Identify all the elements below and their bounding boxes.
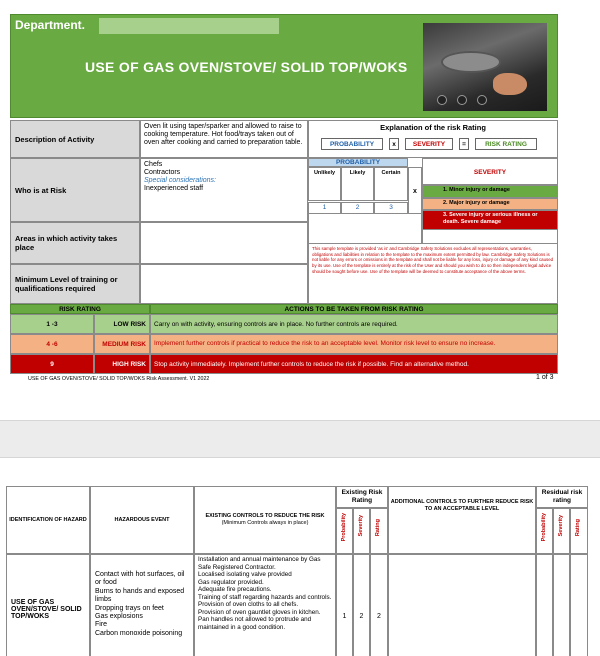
control-item: Provision of oven cloths to all chefs. — [198, 601, 299, 609]
knob-shape — [457, 95, 467, 105]
severity-num: 1. — [443, 187, 448, 193]
formula-severity: SEVERITY — [405, 138, 453, 150]
severity-row-1 — [422, 185, 558, 198]
severity-num: 3. — [443, 212, 448, 218]
description-label: Description of Activity — [10, 120, 140, 158]
training-value[interactable] — [140, 264, 308, 304]
prob-num: 2 — [341, 202, 374, 214]
knob-shape — [437, 95, 447, 105]
col-event-header: HAZARDOUS EVENT — [90, 486, 194, 554]
residual-severity-header — [553, 508, 570, 554]
prob-times: x — [408, 167, 422, 214]
kitchen-photo — [423, 23, 547, 111]
existing-severity-header — [353, 508, 370, 554]
training-label: Minimum Level of training or qualifications required — [10, 264, 140, 304]
severity-row-3 — [422, 210, 558, 230]
severity-num: 2. — [443, 200, 448, 206]
risk-level-medium: MEDIUM RISK — [94, 334, 150, 354]
explanation-title: Explanation of the risk Rating — [308, 120, 558, 134]
risk-action-high: Stop activity immediately. Implement further controls to reduce the risk if possible. Find an alternative method. — [150, 354, 558, 374]
existing-rating-header — [370, 508, 388, 554]
col-existing-header: Existing Risk Rating — [336, 486, 388, 508]
event-item: Dropping trays on feet — [95, 604, 164, 612]
vert-label: Severity — [358, 515, 364, 537]
footer-document-name: USE OF GAS OVEN/STOVE/ SOLID TOP/WOKS Risk Assessment. V1 2022 — [28, 376, 210, 382]
header-banner — [10, 14, 558, 118]
pan-shape — [441, 51, 501, 73]
controls-header-text: EXISTING CONTROLS TO REDUCE THE RISK — [205, 513, 325, 520]
prob-num: 3 — [374, 202, 408, 214]
who-at-risk-value — [140, 158, 308, 222]
control-item: Gas regulator provided. — [198, 578, 264, 586]
col-hazard-header: IDENTIFICATION OF HAZARD — [6, 486, 90, 554]
residual-severity-cell[interactable] — [553, 554, 570, 656]
additional-controls-cell[interactable] — [388, 554, 536, 656]
risk-rating-header: RISK RATING — [10, 304, 150, 314]
risk-range-medium: 4 -6 — [10, 334, 94, 354]
residual-probability-header — [536, 508, 553, 554]
blank-cell — [308, 214, 422, 244]
vert-label: Rating — [375, 519, 381, 537]
event-item: Contact with hot surfaces, oil or food — [95, 571, 185, 587]
formula-risk-rating: RISK RATING — [475, 138, 537, 150]
col-controls-header — [194, 486, 336, 554]
vert-label: Severity — [558, 515, 564, 537]
page-separator — [0, 420, 600, 458]
existing-probability-header — [336, 508, 353, 554]
event-item: Burns to hands and exposed limbs — [95, 587, 185, 604]
col-residual-header: Residual risk rating — [536, 486, 588, 508]
existing-rating-value: 2 — [370, 554, 388, 656]
who-line: Inexperienced staff — [144, 185, 204, 193]
severity-text: Severe injury or serious illness or death. Severe damage — [443, 212, 538, 225]
control-item: Pan handles not allowed to protrude and maintained in a good condition. — [198, 616, 312, 631]
description-value: Oven lit using taper/sparker and allowed to raise to cooking temperature. Hot food/trays taken out of oven after cooking and carried to preparation table. — [140, 120, 308, 158]
event-item: Fire — [95, 621, 108, 629]
actions-header: ACTIONS TO BE TAKEN FROM RISK RATING — [150, 304, 558, 314]
risk-range-high: 9 — [10, 354, 94, 374]
existing-probability-value: 1 — [336, 554, 353, 656]
control-item: Installation and annual maintenance by Gas Safe Registered Contractor. — [198, 556, 321, 571]
who-at-risk-label: Who is at Risk — [10, 158, 140, 222]
col-additional-header: ADDITIONAL CONTROLS TO FURTHER REDUCE RISK TO AN ACCEPTABLE LEVEL — [388, 486, 536, 554]
severity-row-2 — [422, 198, 558, 210]
probability-header: PROBABILITY — [308, 158, 408, 167]
control-item: Adequate fire precautions. — [198, 586, 272, 594]
formula-equals: = — [459, 138, 469, 150]
areas-value[interactable] — [140, 222, 308, 264]
risk-level-low: LOW RISK — [94, 314, 150, 334]
existing-severity-value: 2 — [353, 554, 370, 656]
prob-num: 1 — [308, 202, 341, 214]
vert-label: Probability — [541, 513, 547, 542]
risk-range-low: 1 -3 — [10, 314, 94, 334]
control-item: Training of staff regarding hazards and controls. — [198, 593, 332, 601]
risk-level-high: HIGH RISK — [94, 354, 150, 374]
control-item: Localised isolating valve provided — [198, 571, 292, 579]
event-cell — [90, 554, 194, 656]
prob-col-unlikely: Unlikely — [308, 167, 341, 201]
severity-text: Minor injury or damage — [449, 187, 510, 193]
department-label: Department. — [15, 18, 86, 32]
knob-shape — [477, 95, 487, 105]
footer-page-number: 1 of 3 — [536, 374, 554, 381]
residual-rating-cell[interactable] — [570, 554, 588, 656]
who-line: Chefs — [144, 161, 163, 168]
prob-col-likely: Likely — [341, 167, 374, 201]
event-item: Gas explosions — [95, 612, 143, 620]
event-item: Carbon monoxide poisoning — [95, 629, 183, 637]
controls-cell — [194, 554, 336, 656]
department-field[interactable] — [99, 18, 279, 34]
residual-rating-header — [570, 508, 588, 554]
who-special: Special considerations: — [144, 177, 216, 185]
formula-probability: PROBABILITY — [321, 138, 383, 150]
severity-header: SEVERITY — [422, 158, 558, 185]
residual-probability-cell[interactable] — [536, 554, 553, 656]
who-line: Contractors — [144, 169, 181, 177]
controls-header-sub: (Minimum Controls always in place) — [221, 520, 309, 526]
hand-shape — [493, 73, 527, 95]
risk-action-low: Carry on with activity, ensuring controls are in place. No further controls are required. — [150, 314, 558, 334]
areas-label: Areas in which activity takes place — [10, 222, 140, 264]
severity-text: Major injury or damage — [449, 200, 510, 206]
page-title: USE OF GAS OVEN/STOVE/ SOLID TOP/WOKS — [85, 59, 408, 75]
hazard-cell: USE OF GAS OVEN/STOVE/ SOLID TOP/WOKS — [6, 554, 90, 656]
prob-col-certain: Certain — [374, 167, 408, 201]
control-item: Provision of oven gauntlet gloves in kitchen. — [198, 608, 321, 616]
risk-formula — [308, 134, 558, 158]
formula-x: x — [389, 138, 399, 150]
vert-label: Probability — [341, 513, 347, 542]
blank-cell — [422, 230, 558, 244]
vert-label: Rating — [575, 519, 581, 537]
disclaimer-text: This sample template is provided 'as is' and Cambridge Safety Solutions excludes all representations, warranties, obligations and liabilities in relation to the template to the maximum extent permitted by law. Cambridge Safety Solutions is not liable for any errors or omissions in the template and shall not be liable for any loss, injury or damage of any kind caused by its use. Use of the template is entirely at the risk of the User and should you wish to do so then independent legal advice should be sought before use. Use of the template will be deemed to constitute acceptance of the above terms. — [308, 244, 558, 304]
risk-action-medium: Implement further controls if practical to reduce the risk to an acceptable level. Monitor risk level to ensure no increase. — [150, 334, 558, 354]
